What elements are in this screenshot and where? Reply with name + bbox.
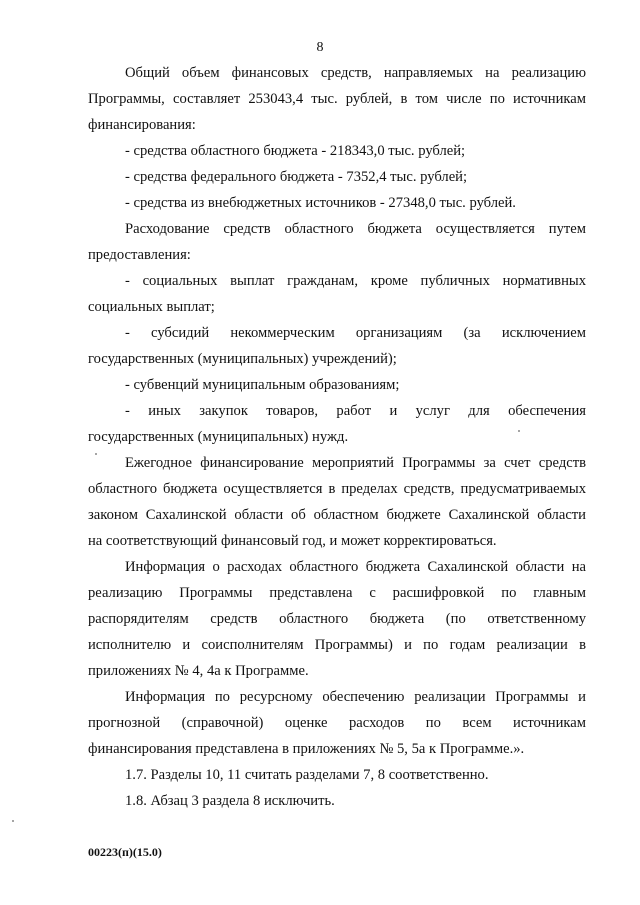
- paragraph-line: Ежегодное финансирование мероприятий Программы за счет средств: [125, 455, 586, 471]
- list-item: - субвенций муниципальным образованиям;: [125, 377, 400, 393]
- funding-source-item: - средства из внебюджетных источников - 27348,0 тыс. рублей.: [125, 195, 516, 211]
- paragraph-line: распорядителям средств областного бюджета (по ответственному: [88, 611, 586, 627]
- paragraph-line: предоставления:: [88, 247, 191, 263]
- funding-source-item: - средства областного бюджета - 218343,0 тыс. рублей;: [125, 143, 466, 159]
- document-code: 00223(п)(15.0): [88, 845, 162, 859]
- paragraph-line: Общий объем финансовых средств, направляемых на реализацию: [125, 65, 586, 81]
- list-item: государственных (муниципальных) учреждений);: [88, 351, 397, 367]
- page-number: 8: [316, 40, 324, 55]
- paragraph-line: исполнителю и соисполнителям Программы) и по годам реализации в: [88, 637, 586, 653]
- amendment-item: 1.7. Разделы 10, 11 считать разделами 7, 8 соответственно.: [125, 767, 489, 783]
- paragraph-line: приложениях № 4, 4а к Программе.: [88, 663, 309, 679]
- funding-source-item: - средства федерального бюджета - 7352,4 тыс. рублей;: [125, 169, 468, 185]
- paragraph-line: Расходование средств областного бюджета осуществляется путем: [125, 221, 586, 237]
- paragraph-line: на соответствующий финансовый год, и может корректироваться.: [88, 533, 497, 549]
- list-item: государственных (муниципальных) нужд.: [88, 429, 349, 445]
- list-item: - социальных выплат гражданам, кроме публичных нормативных: [125, 273, 586, 289]
- scan-speck: [95, 453, 97, 455]
- paragraph-line: финансирования:: [88, 117, 196, 133]
- scan-speck: [518, 430, 520, 432]
- paragraph-line: областного бюджета осуществляется в пределах средств, предусматриваемых: [88, 481, 586, 497]
- paragraph-line: прогнозной (справочной) оценке расходов по всем источникам: [88, 715, 586, 731]
- list-item: - субсидий некоммерческим организациям (за исключением: [125, 325, 586, 341]
- paragraph-line: законом Сахалинской области об областном бюджете Сахалинской области: [88, 507, 586, 523]
- paragraph-line: Информация о расходах областного бюджета Сахалинской области на: [125, 559, 586, 575]
- paragraph-line: реализацию Программы представлена с расшифровкой по главным: [88, 585, 586, 601]
- scan-speck: [12, 820, 14, 822]
- paragraph-line: Программы, составляет 253043,4 тыс. рублей, в том числе по источникам: [88, 91, 586, 107]
- paragraph-line: финансирования представлена в приложениях № 5, 5а к Программе.».: [88, 741, 525, 757]
- paragraph-line: Информация по ресурсному обеспечению реализации Программы и: [125, 689, 586, 705]
- list-item: социальных выплат;: [88, 299, 215, 315]
- list-item: - иных закупок товаров, работ и услуг для обеспечения: [125, 403, 586, 419]
- amendment-item: 1.8. Абзац 3 раздела 8 исключить.: [125, 793, 335, 809]
